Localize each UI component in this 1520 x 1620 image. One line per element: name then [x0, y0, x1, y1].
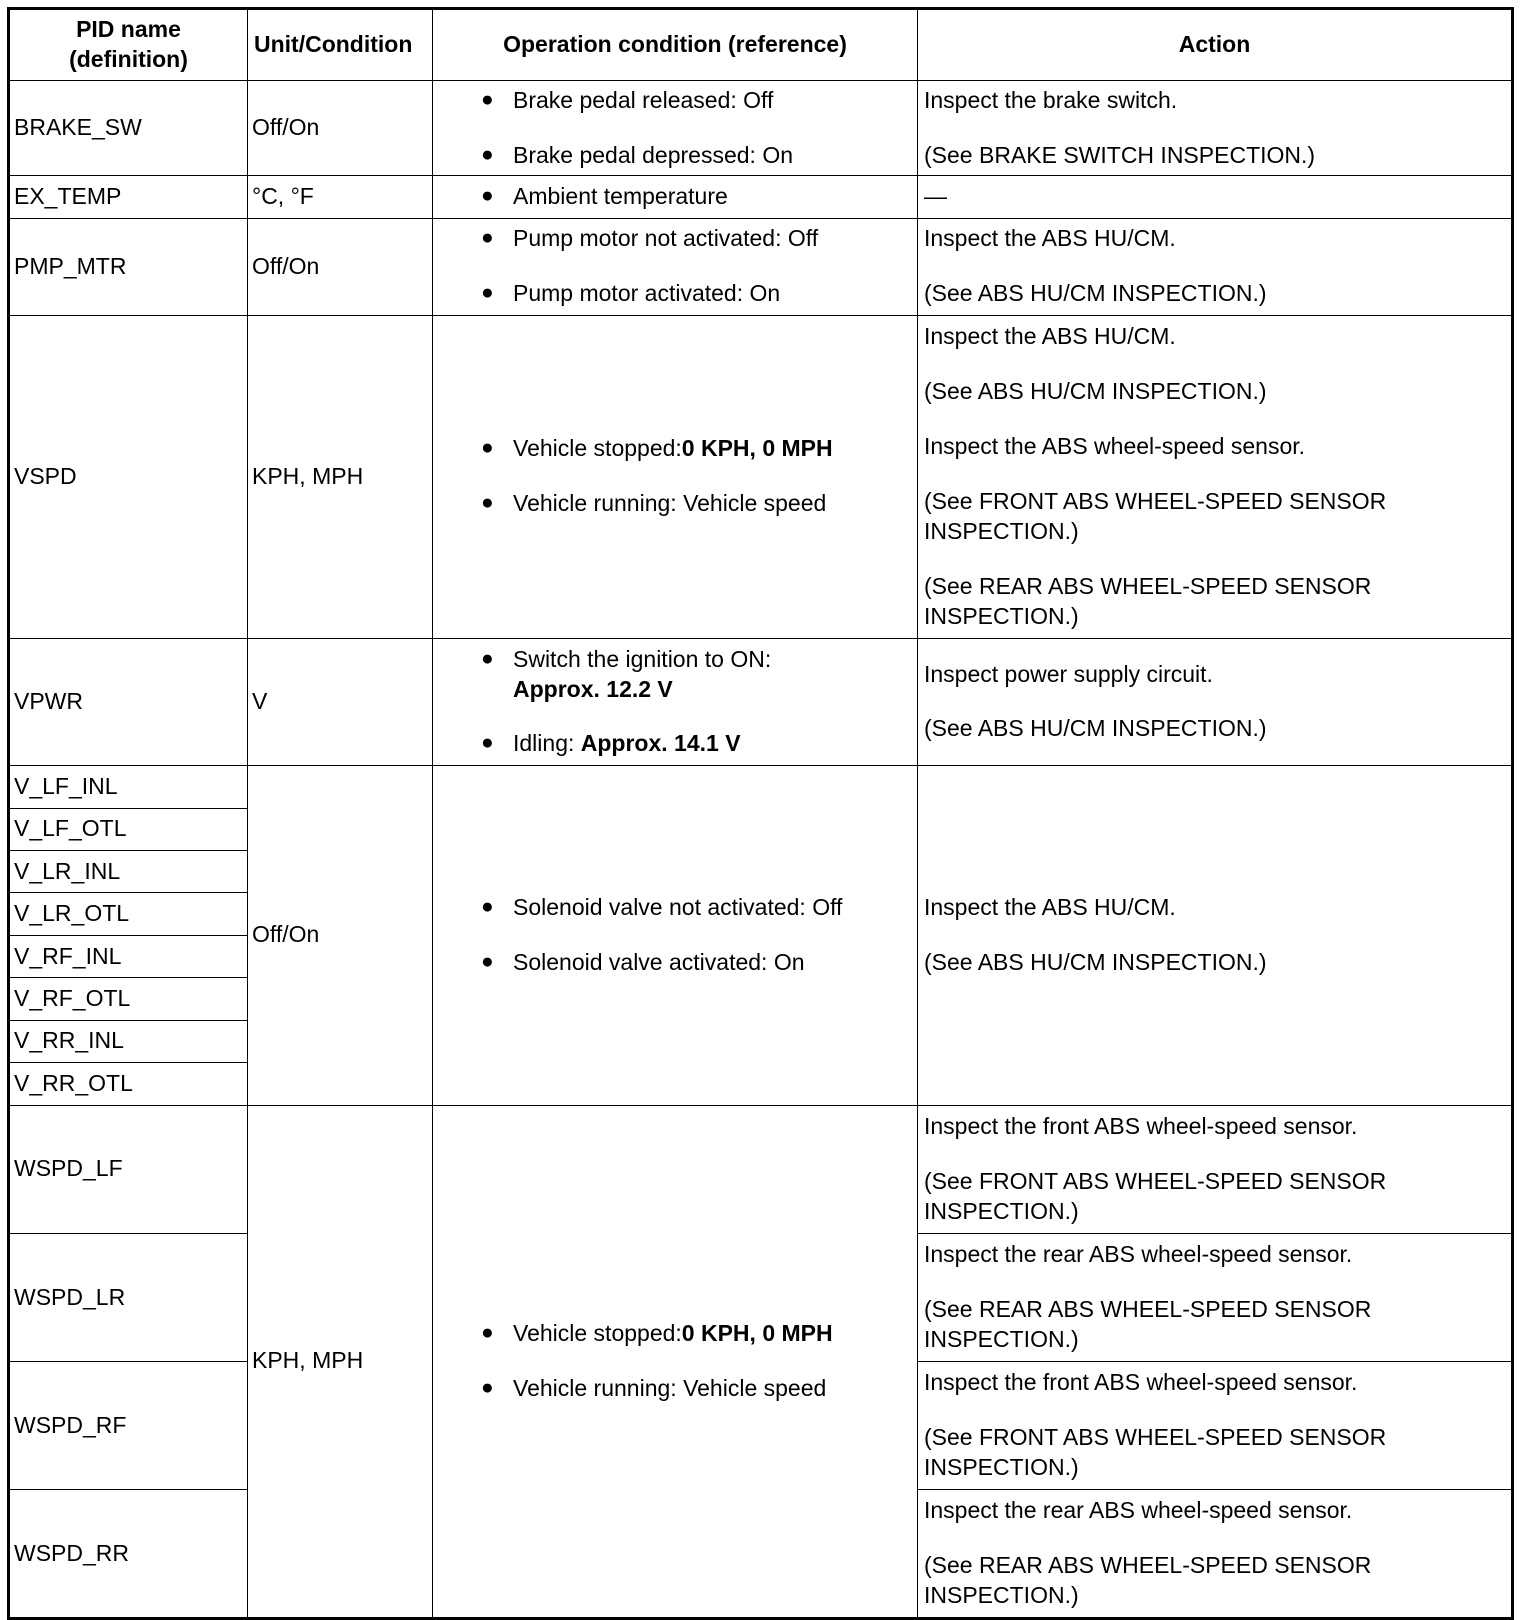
action-paragraph: Inspect the brake switch.	[924, 86, 1178, 113]
pid-name: WSPD_LR	[9, 1233, 248, 1361]
unit-condition: V	[248, 638, 433, 765]
pid-name: V_LR_OTL	[9, 893, 248, 935]
table-row	[9, 766, 1513, 808]
action-cell	[918, 766, 1513, 1105]
condition-item: ● Pump motor activated: On	[481, 279, 913, 309]
action-cell	[918, 1105, 1513, 1233]
condition-item	[481, 729, 913, 759]
operation-condition	[433, 315, 918, 638]
pid-name: WSPD_LF	[9, 1105, 248, 1233]
unit-condition: Off/On	[248, 766, 433, 1105]
pid-name: V_LR_INL	[9, 850, 248, 892]
pid-name: V_RR_OTL	[9, 1063, 248, 1105]
action-paragraph: (See ABS HU/CM INSPECTION.)	[924, 948, 1267, 975]
table-row	[9, 176, 1513, 218]
condition-text: Vehicle stopped:	[513, 435, 682, 462]
condition-item	[481, 434, 913, 464]
header-operation: Operation condition (reference)	[433, 9, 918, 81]
action-paragraph: (See REAR ABS WHEEL-SPEED SENSOR INSPECTION.)	[924, 572, 1372, 629]
unit-condition: Off/On	[248, 81, 433, 176]
action-cell	[918, 1490, 1513, 1619]
action-paragraph: Inspect the ABS HU/CM.	[924, 893, 1176, 920]
condition-item: ● Vehicle running: Vehicle speed	[481, 1374, 913, 1404]
action-paragraph: (See ABS HU/CM INSPECTION.)	[924, 715, 1267, 742]
condition-item	[481, 1319, 913, 1349]
operation-condition	[433, 1105, 918, 1619]
pid-name: WSPD_RR	[9, 1490, 248, 1619]
pid-name: V_RF_INL	[9, 935, 248, 977]
action-paragraph: (See BRAKE SWITCH INSPECTION.)	[924, 141, 1316, 168]
action-cell	[918, 81, 1513, 176]
unit-condition: KPH, MPH	[248, 315, 433, 638]
condition-text: Switch the ignition to ON:	[513, 645, 772, 672]
action-cell	[918, 176, 1513, 218]
action-paragraph: —	[924, 182, 947, 209]
operation-condition	[433, 766, 918, 1105]
table-body	[9, 81, 1513, 1619]
unit-condition: °C, °F	[248, 176, 433, 218]
table-row	[9, 1105, 1513, 1233]
action-paragraph: (See FRONT ABS WHEEL-SPEED SENSOR INSPECTION.)	[924, 487, 1387, 544]
condition-value: 0 KPH, 0 MPH	[681, 1319, 833, 1346]
pid-name: WSPD_RF	[9, 1362, 248, 1490]
condition-item: ● Brake pedal depressed: On	[481, 141, 913, 171]
action-cell	[918, 638, 1513, 765]
action-paragraph: (See REAR ABS WHEEL-SPEED SENSOR INSPECTION.)	[924, 1296, 1372, 1352]
header-pid: PID name (definition)	[9, 9, 248, 81]
action-paragraph: Inspect the ABS wheel-speed sensor.	[924, 433, 1306, 460]
condition-item: ● Brake pedal released: Off	[481, 86, 913, 116]
table-row	[9, 81, 1513, 176]
pid-name: V_LF_OTL	[9, 808, 248, 850]
unit-condition: Off/On	[248, 218, 433, 315]
action-cell	[918, 1362, 1513, 1490]
condition-list	[481, 182, 913, 212]
pid-table	[7, 7, 1514, 1620]
condition-value: Approx. 14.1 V	[580, 730, 741, 757]
header-action: Action	[918, 9, 1513, 81]
table-row	[9, 218, 1513, 315]
table-row	[9, 315, 1513, 638]
action-cell	[918, 1233, 1513, 1361]
action-cell	[918, 218, 1513, 315]
condition-item: ● Vehicle running: Vehicle speed	[481, 489, 913, 519]
pid-name: PMP_MTR	[9, 218, 248, 315]
operation-condition	[433, 176, 918, 218]
condition-list	[481, 645, 913, 760]
condition-item: ● Solenoid valve activated: On	[481, 948, 913, 978]
action-paragraph: (See ABS HU/CM INSPECTION.)	[924, 280, 1267, 307]
pid-name: BRAKE_SW	[9, 81, 248, 176]
condition-value: 0 KPH, 0 MPH	[681, 435, 833, 462]
condition-list	[481, 434, 913, 519]
action-paragraph: Inspect the ABS HU/CM.	[924, 323, 1176, 350]
action-paragraph: Inspect the ABS HU/CM.	[924, 225, 1176, 252]
condition-item: ● Pump motor not activated: Off	[481, 224, 913, 254]
operation-condition	[433, 218, 918, 315]
condition-list	[481, 1319, 913, 1404]
action-paragraph: Inspect power supply circuit.	[924, 660, 1213, 687]
action-paragraph: (See FRONT ABS WHEEL-SPEED SENSOR INSPECTION.)	[924, 1167, 1387, 1224]
condition-list	[481, 224, 913, 309]
action-paragraph: Inspect the rear ABS wheel-speed sensor.	[924, 1241, 1353, 1268]
pid-name: VPWR	[9, 638, 248, 765]
header-unit: Unit/Condition	[248, 9, 433, 81]
action-paragraph: (See ABS HU/CM INSPECTION.)	[924, 378, 1267, 405]
action-paragraph: (See REAR ABS WHEEL-SPEED SENSOR INSPECTION.)	[924, 1552, 1372, 1609]
operation-condition	[433, 81, 918, 176]
condition-text: Vehicle stopped:	[513, 1319, 682, 1346]
pid-name: V_LF_INL	[9, 766, 248, 808]
action-paragraph: (See FRONT ABS WHEEL-SPEED SENSOR INSPECTION.)	[924, 1424, 1387, 1481]
action-paragraph: Inspect the front ABS wheel-speed sensor.	[924, 1112, 1358, 1139]
unit-condition: KPH, MPH	[248, 1105, 433, 1619]
condition-item: ● Ambient temperature	[481, 182, 913, 212]
table-row	[9, 638, 1513, 765]
operation-condition	[433, 638, 918, 765]
pid-name: V_RF_OTL	[9, 978, 248, 1020]
header-row	[9, 9, 1513, 81]
pid-name: VSPD	[9, 315, 248, 638]
condition-list	[481, 86, 913, 171]
pid-name: V_RR_INL	[9, 1020, 248, 1062]
condition-value: Approx. 12.2 V	[513, 675, 673, 702]
condition-item: ● Solenoid valve not activated: Off	[481, 893, 913, 923]
action-paragraph: Inspect the front ABS wheel-speed sensor.	[924, 1369, 1358, 1396]
condition-item	[481, 645, 913, 705]
action-cell	[918, 315, 1513, 638]
condition-list	[481, 893, 913, 978]
pid-name: EX_TEMP	[9, 176, 248, 218]
action-paragraph: Inspect the rear ABS wheel-speed sensor.	[924, 1497, 1353, 1524]
condition-text: Idling:	[513, 730, 581, 757]
